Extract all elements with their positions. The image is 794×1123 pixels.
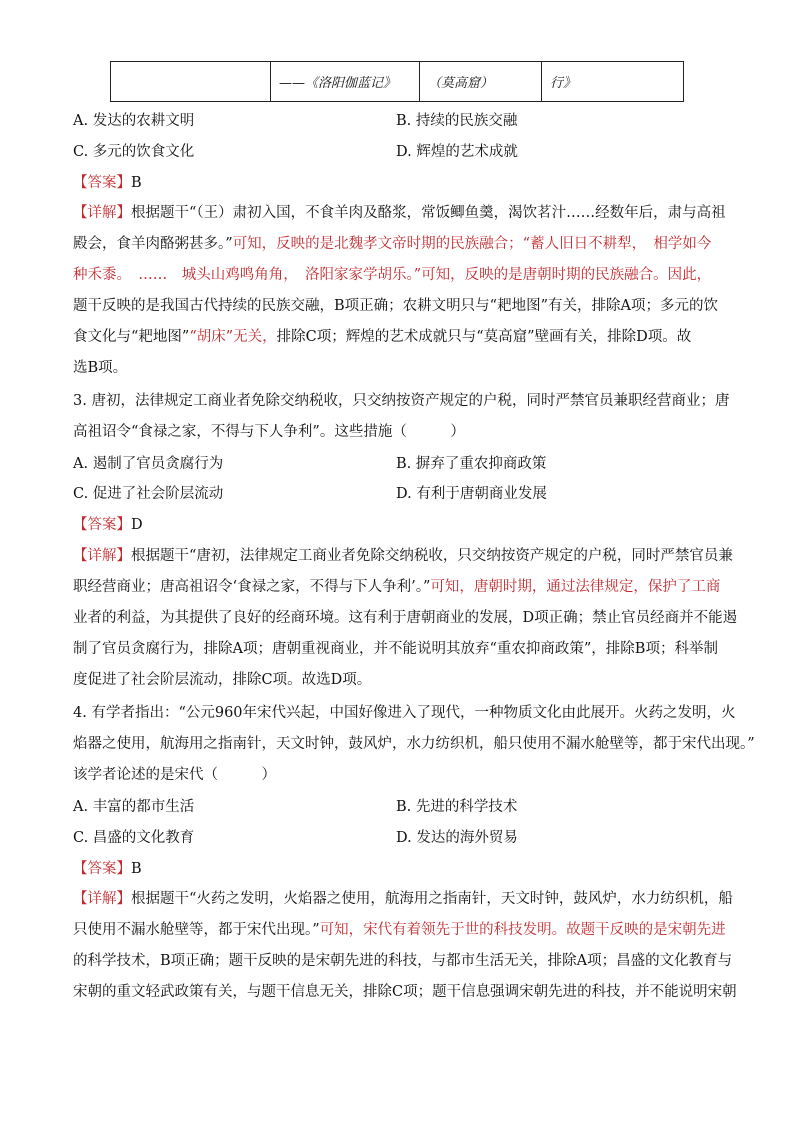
- detail-segment: 殿会，食羊肉酪粥甚多。”: [73, 236, 233, 252]
- detail-segment: 根据题干“唐初，法律规定工商业者免除交纳税收，只交纳按资产规定的户税，同时严禁官员兼: [131, 548, 733, 564]
- detail-text: [131, 548, 733, 564]
- detail-line: [73, 946, 733, 977]
- q4-option-d: D. 发达的海外贸易: [396, 830, 518, 846]
- q2-option-c: C. 多元的饮食文化: [73, 144, 195, 160]
- detail-segment: 制了官员贪腐行为，排除A项；唐朝重视商业，并不能说明其放弃“重农抑商政策”，排除B项；科举制: [73, 641, 718, 657]
- detail-line: [73, 572, 723, 603]
- q2-option-b: B. 持续的民族交融: [396, 113, 518, 129]
- detail-segment: 种禾黍。 …… 城头山鸡鸣角角， 洛阳家家学胡乐。”: [73, 267, 422, 283]
- detail-line: [73, 322, 723, 353]
- detail-segment: 业者的利益，为其提供了良好的经商环境。这有利于唐朝商业的发展，D项正确；禁止官员经商并不能遏: [73, 610, 738, 626]
- stem-line: 4. 有学者指出：“公元960年宋代兴起，中国好像进入了现代，一种物质文化由此展开。火药之发明，火: [73, 705, 736, 721]
- q3-option-b: B. 摒弃了重农抑商政策: [396, 456, 547, 472]
- detail-segment: 职经营商业；唐高祖诏令‘食禄之家，不得与下人争利’。”: [73, 579, 431, 595]
- q4-option-b: B. 先进的科学技术: [396, 799, 518, 815]
- detail-tag: 【详解】: [73, 891, 131, 907]
- detail-segment: 宋朝的重文轻武政策有关，与题干信息无关，排除C项；题干信息强调宋朝先进的科技，并不能说明宋朝: [73, 984, 737, 1000]
- detail-text: [73, 236, 711, 252]
- detail-segment: 的科学技术，B项正确；题干反映的是宋朝先进的科技，与都市生活无关，排除A项；昌盛的文化教育与: [73, 953, 733, 969]
- answer-value: B: [131, 175, 142, 191]
- table-cell: [111, 62, 271, 101]
- q3-option-a: A. 遏制了官员贪腐行为: [73, 456, 224, 472]
- detail-line: [73, 353, 723, 384]
- detail-segment: 只使用不漏水舱壁等，都于宋代出现。”: [73, 922, 320, 938]
- detail-text: [73, 360, 127, 376]
- detail-segment: 题干反映的是我国古代持续的民族交融，B项正确；农耕文明只与“耙地图”有关，排除A项；多元的饮: [73, 298, 718, 314]
- q2-answer: [73, 173, 142, 193]
- detail-tag: 【详解】: [73, 548, 131, 564]
- detail-segment: 根据题干“（王）肃初入国，不食羊肉及酪浆，常饭鲫鱼羹，渴饮茗汁……经数年后，肃与高祖: [131, 205, 726, 221]
- q3-option-c: C. 促进了社会阶层流动: [73, 486, 224, 502]
- q2-option-d: D. 辉煌的艺术成就: [396, 144, 518, 160]
- detail-segment: 可知，反映的是北魏孝文帝时期的民族融合；“蓄人旧日不耕犁， 相学如今: [232, 236, 712, 252]
- stem-line: 高祖诏令“食禄之家，不得与下人争利”。这些措施（ ）: [73, 424, 465, 440]
- detail-text: [73, 672, 371, 688]
- detail-text: [73, 298, 718, 314]
- answer-value: D: [131, 517, 143, 533]
- stem-line: 焰器之使用，航海用之指南针，天文时钟，鼓风炉，水力纺织机，船只使用不漏水舱壁等，都于宋代出现。”: [73, 736, 755, 752]
- q2-option-a: A. 发达的农耕文明: [73, 113, 195, 129]
- detail-line: [73, 229, 723, 260]
- detail-line: [73, 260, 723, 291]
- table-cell: 行》: [550, 76, 577, 91]
- detail-segment: 可知，唐朝时期，通过法律规定，保护了工商: [430, 579, 721, 595]
- detail-segment: 可知，宋代有着领先于世的科技发明。故题干反映的是宋朝先进: [319, 922, 726, 938]
- stem-line: 3. 唐初，法律规定工商业者免除交纳税收，只交纳按资产规定的户税，同时严禁官员兼职经营商业；唐: [73, 393, 730, 409]
- detail-line: [73, 884, 733, 915]
- answer-value: B: [131, 861, 142, 877]
- table-cell: （莫高窟）: [420, 62, 542, 101]
- detail-segment: 选B项。: [73, 360, 128, 376]
- q3-detail: [73, 541, 738, 696]
- detail-text: [73, 579, 720, 595]
- answer-tag: 【答案】: [73, 517, 131, 533]
- answer-tag: 【答案】: [73, 861, 131, 877]
- detail-line: [73, 977, 737, 1008]
- detail-line: [73, 665, 723, 696]
- detail-tag: 【详解】: [73, 205, 131, 221]
- detail-text: [73, 610, 737, 626]
- q2-detail: [73, 198, 726, 384]
- detail-line: [73, 915, 726, 946]
- q4-detail: [73, 884, 737, 1008]
- detail-segment: 可知，反映的是唐朝时期的民族融合。因此，: [421, 267, 712, 283]
- detail-text: [131, 891, 733, 907]
- detail-text: [73, 922, 726, 938]
- answer-tag: 【答案】: [73, 175, 131, 191]
- detail-text: [73, 953, 732, 969]
- detail-line: [73, 541, 733, 572]
- q4-option-c: C. 昌盛的文化教育: [73, 830, 195, 846]
- q4-option-a: A. 丰富的都市生活: [73, 799, 195, 815]
- detail-segment: 度促进了社会阶层流动，排除C项。故选D项。: [73, 672, 372, 688]
- q3-answer: [73, 515, 143, 535]
- q3-option-d: D. 有利于唐朝商业发展: [396, 486, 547, 502]
- detail-line: [73, 198, 726, 229]
- stem-line: 该学者论述的是宋代（ ）: [73, 767, 276, 783]
- detail-text: [73, 267, 711, 283]
- detail-segment: 食文化与“耙地图”: [73, 329, 190, 345]
- detail-line: [73, 603, 738, 634]
- detail-segment: 排除C项；辉煌的艺术成就只与“莫高窟”壁画有关，排除D项。故: [276, 329, 692, 345]
- q4-answer: [73, 859, 142, 879]
- detail-text: [73, 641, 718, 657]
- table-cell: ——《洛阳伽蓝记》: [271, 62, 420, 101]
- detail-segment: “胡床”无关，: [189, 329, 277, 345]
- source-table-row: [110, 61, 684, 102]
- q4-stem: [73, 698, 755, 791]
- detail-segment: 根据题干“火药之发明，火焰器之使用，航海用之指南针，天文时钟，鼓风炉，水力纺织机，船: [131, 891, 733, 907]
- q3-stem: [73, 386, 730, 448]
- detail-text: [131, 205, 726, 221]
- detail-line: [73, 291, 723, 322]
- detail-line: [73, 634, 723, 665]
- detail-text: [73, 329, 691, 345]
- detail-text: [73, 984, 737, 1000]
